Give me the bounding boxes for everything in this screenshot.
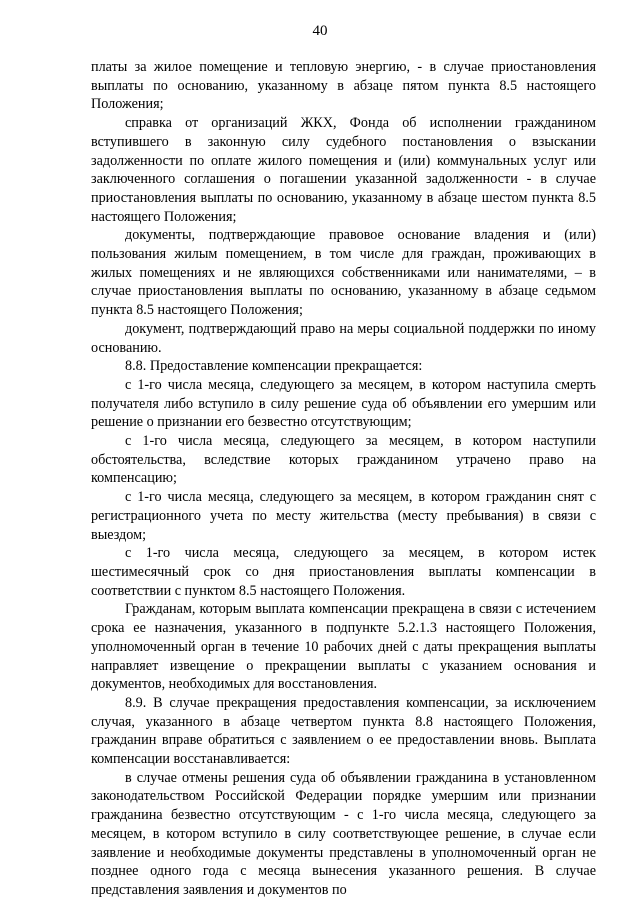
paragraph: с 1-го числа месяца, следующего за месяцем, в котором наступила смерть получателя либо вступило в силу решение суда об объявлении его умершим или решение о признании его безвестно отсутствующим; [91, 376, 596, 431]
paragraph: справка от организаций ЖКХ, Фонда об исполнении гражданином вступившего в законную силу судебного постановления о взыскании задолженности по оплате жилого помещения и (или) коммунальных услуг или заключенного соглашения о погашении указанной задолженности - в случае приостановления выплаты по основанию, указанному в абзаце шестом пункта 8.5 настоящего Положения; [91, 115, 596, 225]
paragraph: 8.8. Предоставление компенсации прекращается: [125, 358, 423, 375]
paragraph: платы за жилое помещение и тепловую энергию, - в случае приостановления выплаты по основанию, указанному в абзаце пятом пункта 8.5 настоящего Положения; [91, 59, 596, 113]
paragraph: Гражданам, которым выплата компенсации прекращена в связи с истечением срока ее назначения, указанного в подпункте 5.2.1.3 настоящего Положения, уполномоченный орган в течение 10 рабочих дней с даты прекращения выплаты направляет извещение о прекращении выплаты с указанием основания и документов, необходимых для восстановления. [91, 601, 596, 693]
paragraph: с 1-го числа месяца, следующего за месяцем, в котором наступили обстоятельства, вследствие которых гражданином утрачено право на компенсацию; [91, 433, 596, 487]
paragraph: с 1-го числа месяца, следующего за месяцем, в котором истек шестимесячный срок со дня приостановления выплаты компенсации в соответствии с пунктом 8.5 настоящего Положения. [91, 545, 596, 599]
paragraph: документы, подтверждающие правовое основание владения и (или) пользования жилым помещением, в том числе для граждан, проживающих в жилых помещениях и не являющихся собственниками или нанимателями, – в случае приостановления выплаты по основанию, указанному в абзаце седьмом пункта 8.5 настоящего Положения; [91, 227, 596, 319]
paragraph: документ, подтверждающий право на меры социальной поддержки по иному основанию. [91, 320, 596, 356]
page-number: 40 [312, 23, 328, 39]
paragraph: с 1-го числа месяца, следующего за месяцем, в котором гражданин снят с регистрационного учета по месту жительства (месту пребывания) в связи с выездом; [91, 489, 596, 543]
paragraph: 8.9. В случае прекращения предоставления компенсации, за исключением случая, указанного в абзаце четвертом пункта 8.8 настоящего Положения, гражданин вправе обратиться с заявлением о ее предоставлении вновь. Выплата компенсации восстанавливается: [91, 694, 596, 768]
paragraph: в случае отмены решения суда об объявлении гражданина в установленном законодательством Российской Федерации порядке умершим или признании гражданина безвестно отсутствующим - с 1-го числа месяца, следующего за месяцем, в котором вступило в силу соответствующее решение, в случае если заявление и необходимые документы представлены в уполномоченный орган не позднее одного года с месяца вынесения указанного решения. В случае представления заявления и документов по [91, 769, 596, 898]
document-body [91, 58, 596, 900]
